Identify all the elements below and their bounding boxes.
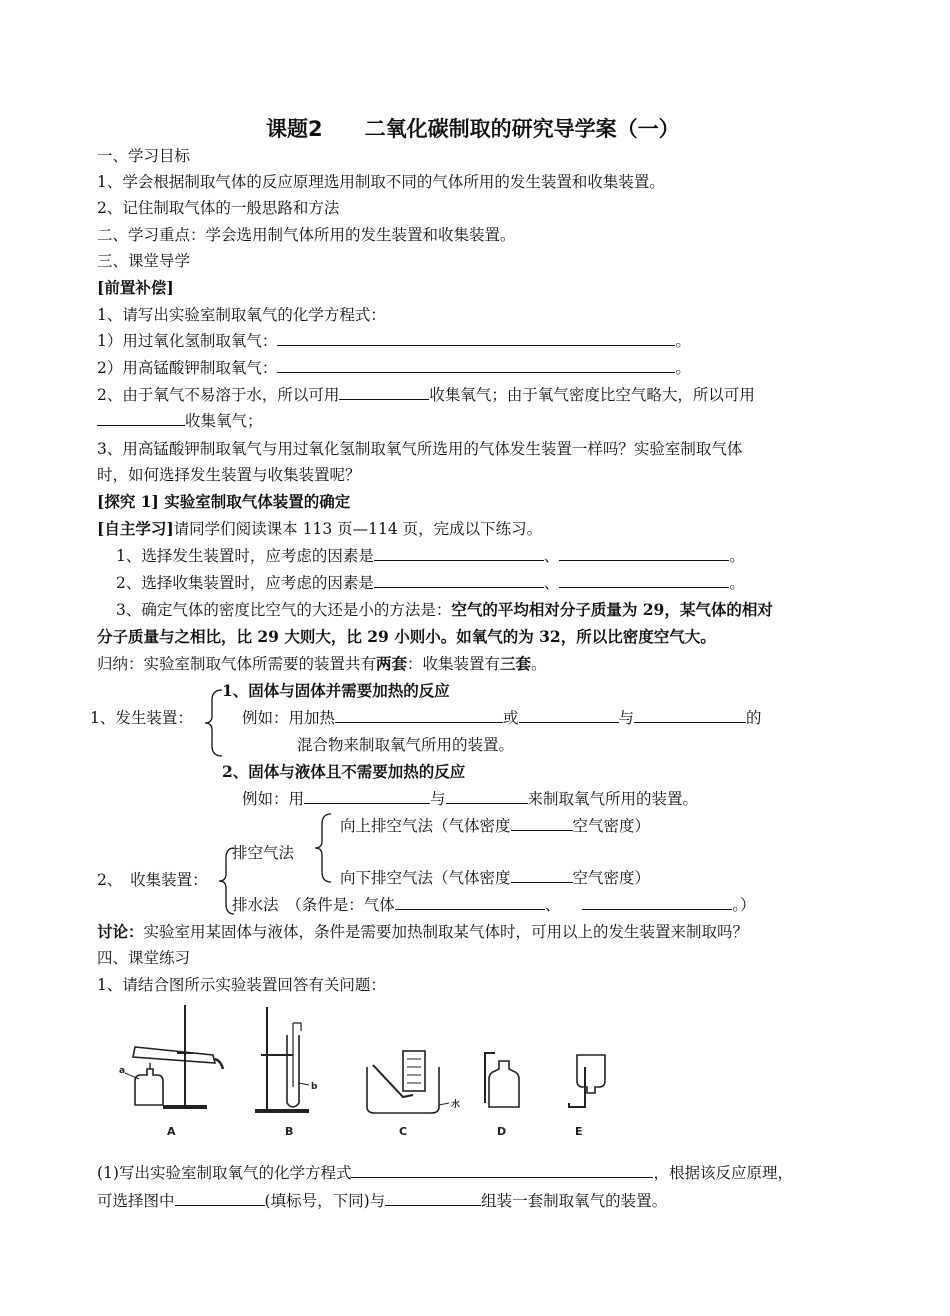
generator-example-1 bbox=[242, 708, 762, 728]
question-line bbox=[97, 385, 755, 405]
summary-emphasis: 三套 bbox=[500, 654, 532, 673]
exercise-line bbox=[97, 1163, 793, 1183]
question-text: 1、选择发生装置时，应考虑的因素是 bbox=[116, 547, 374, 565]
water-displacement bbox=[232, 895, 756, 915]
exercise-intro: 1、请结合图所示实验装置回答有关问题： bbox=[97, 976, 386, 994]
question-text: 3、确定气体的密度比空气的大还是小的方法是： bbox=[116, 601, 452, 619]
label-a: a bbox=[119, 1066, 126, 1076]
example-text: 例如：用加热 bbox=[242, 709, 336, 727]
figure-label: B bbox=[285, 1125, 294, 1138]
example-text: 的 bbox=[746, 709, 762, 727]
answer-blank[interactable] bbox=[385, 1191, 481, 1206]
summary-line bbox=[97, 654, 547, 674]
answer-blank[interactable] bbox=[634, 708, 746, 723]
method-text: 空气密度） bbox=[572, 869, 651, 887]
section-heading: 一、学习目标 bbox=[97, 147, 191, 165]
exercise-text: (1)写出实验室制取氧气的化学方程式 bbox=[97, 1164, 352, 1182]
generator-type-1: 1、固体与固体并需要加热的反应 bbox=[222, 681, 450, 700]
apparatus-a bbox=[125, 1005, 223, 1107]
answer-blank[interactable] bbox=[175, 1191, 265, 1206]
answer-blank[interactable] bbox=[559, 573, 729, 588]
method-text: 。） bbox=[732, 896, 756, 914]
upward-displacement bbox=[340, 816, 650, 836]
answer-blank[interactable] bbox=[304, 789, 430, 804]
discussion-line bbox=[97, 922, 748, 942]
figure-label: D bbox=[497, 1125, 507, 1138]
discussion-heading: 讨论： bbox=[97, 922, 144, 941]
question-line bbox=[97, 358, 691, 378]
method-text: 空气密度） bbox=[572, 817, 651, 835]
period: 。 bbox=[729, 574, 745, 592]
question-line bbox=[97, 411, 263, 431]
question: 时，如何选择发生装置与收集装置呢？ bbox=[97, 466, 361, 484]
page-title: 课题2 二氧化碳制取的研究导学案（一） bbox=[266, 117, 680, 141]
generator-label: 1、发生装置： bbox=[90, 709, 193, 727]
collector-label: 2、 收集装置： bbox=[97, 871, 208, 889]
question-line bbox=[116, 546, 745, 566]
example-text: 或 bbox=[503, 709, 519, 727]
question-text: 2、选择收集装置时，应考虑的因素是 bbox=[116, 574, 374, 592]
apparatus-d bbox=[485, 1053, 519, 1107]
answer-blank[interactable] bbox=[395, 895, 545, 910]
figure-label: E bbox=[575, 1125, 583, 1138]
exercise-text: 组装一套制取氧气的装置。 bbox=[481, 1192, 668, 1210]
air-displacement-label: 排空气法 bbox=[232, 844, 295, 862]
subsection-heading: [前置补偿] bbox=[97, 278, 174, 297]
answer-blank[interactable] bbox=[374, 573, 544, 588]
summary-emphasis: 两套 bbox=[376, 654, 408, 673]
answer-blank[interactable] bbox=[335, 708, 503, 723]
question: 1、请写出实验室制取氧气的化学方程式： bbox=[97, 306, 386, 324]
separator: 、 bbox=[543, 547, 560, 565]
self-study-text: 请同学们阅读课本 113 页—114 页，完成以下练习。 bbox=[173, 520, 543, 538]
answer-blank[interactable] bbox=[511, 816, 573, 831]
answer-blank[interactable] bbox=[511, 868, 573, 883]
objective-item: 1、学会根据制取气体的反应原理选用制取不同的气体所用的发生装置和收集装置。 bbox=[97, 173, 665, 191]
label-b: b bbox=[311, 1082, 318, 1092]
exercise-text: (填标号，下同)与 bbox=[264, 1192, 386, 1210]
answer-text: 空气的平均相对分子质量为 29，某气体的相对 bbox=[451, 600, 773, 619]
apparatus-figure bbox=[95, 995, 635, 1145]
method-text: 排水法 （条件是：气体 bbox=[232, 896, 395, 914]
self-study-line bbox=[97, 519, 542, 539]
apparatus-b bbox=[255, 1007, 309, 1111]
subsection-heading: [探究 1] 实验室制取气体装置的确定 bbox=[97, 492, 351, 511]
apparatus-e bbox=[569, 1055, 605, 1107]
section-heading: 三、课堂导学 bbox=[97, 252, 191, 270]
summary-text: 。 bbox=[531, 655, 547, 673]
section-heading: 四、课堂练习 bbox=[97, 949, 191, 967]
downward-displacement bbox=[340, 868, 650, 888]
label-water: 水 bbox=[451, 1100, 461, 1110]
generator-example-1-cont: 混合物来制取氧气所用的装置。 bbox=[297, 736, 515, 754]
summary-text: 归纳：实验室制取气体所需要的装置共有 bbox=[97, 655, 377, 673]
figure-label: A bbox=[167, 1125, 176, 1138]
question-text: 2）用高锰酸钾制取氧气： bbox=[97, 359, 278, 377]
exercise-text: 可选择图中 bbox=[97, 1192, 175, 1210]
left-brace-icon bbox=[310, 812, 334, 884]
question-text: 收集氧气； bbox=[185, 412, 263, 430]
exercise-text: ，根据该反应原理， bbox=[653, 1164, 793, 1182]
example-text: 与 bbox=[430, 790, 446, 808]
period: 。 bbox=[675, 359, 691, 377]
figure-label: C bbox=[399, 1125, 408, 1138]
self-study-heading: [自主学习] bbox=[97, 519, 174, 538]
period: 。 bbox=[675, 332, 691, 350]
example-text: 来制取氧气所用的装置。 bbox=[527, 790, 699, 808]
generator-type-2: 2、固体与液体且不需要加热的反应 bbox=[222, 762, 466, 781]
answer-blank[interactable] bbox=[277, 331, 675, 346]
period: 。 bbox=[729, 547, 745, 565]
answer-blank[interactable] bbox=[351, 1163, 653, 1178]
summary-text: ：收集装置有 bbox=[407, 655, 501, 673]
exercise-line bbox=[97, 1191, 667, 1211]
question-line bbox=[97, 331, 691, 351]
method-text: 向上排空气法（气体密度 bbox=[340, 817, 511, 835]
answer-blank[interactable] bbox=[339, 385, 429, 400]
question: 3、用高锰酸钾制取氧气与用过氧化氢制取氧气所选用的气体发生装置一样吗？实验室制取气体 bbox=[97, 440, 743, 458]
answer-blank[interactable] bbox=[559, 546, 729, 561]
method-text: 向下排空气法（气体密度 bbox=[340, 869, 511, 887]
answer-blank[interactable] bbox=[519, 708, 619, 723]
separator: 、 bbox=[544, 896, 561, 914]
answer-blank[interactable] bbox=[277, 358, 675, 373]
question-text: 2、由于氧气不易溶于水，所以可用 bbox=[97, 386, 340, 404]
answer-text: 分子质量与之相比，比 29 大则大，比 29 小则小。如氧气的为 32，所以比密度空气大。 bbox=[97, 627, 716, 646]
answer-blank[interactable] bbox=[582, 895, 732, 910]
question-line bbox=[116, 573, 745, 593]
section-heading: 二、学习重点：学会选用制气体所用的发生装置和收集装置。 bbox=[97, 226, 516, 244]
question-text: 收集氧气；由于氧气密度比空气略大，所以可用 bbox=[429, 386, 755, 404]
question-line bbox=[116, 600, 773, 620]
example-text: 例如：用 bbox=[242, 790, 305, 808]
answer-blank[interactable] bbox=[374, 546, 544, 561]
apparatus-c bbox=[367, 1051, 449, 1113]
separator: 、 bbox=[543, 574, 560, 592]
generator-example-2 bbox=[242, 789, 698, 809]
question-text: 1）用过氧化氢制取氧气： bbox=[97, 332, 278, 350]
answer-blank[interactable] bbox=[97, 411, 185, 426]
answer-blank[interactable] bbox=[446, 789, 528, 804]
example-text: 与 bbox=[618, 709, 635, 727]
objective-item: 2、记住制取气体的一般思路和方法 bbox=[97, 199, 340, 217]
discussion-text: 实验室用某固体与液体，条件是需要加热制取某气体时，可用以上的发生装置来制取吗？ bbox=[143, 923, 749, 941]
